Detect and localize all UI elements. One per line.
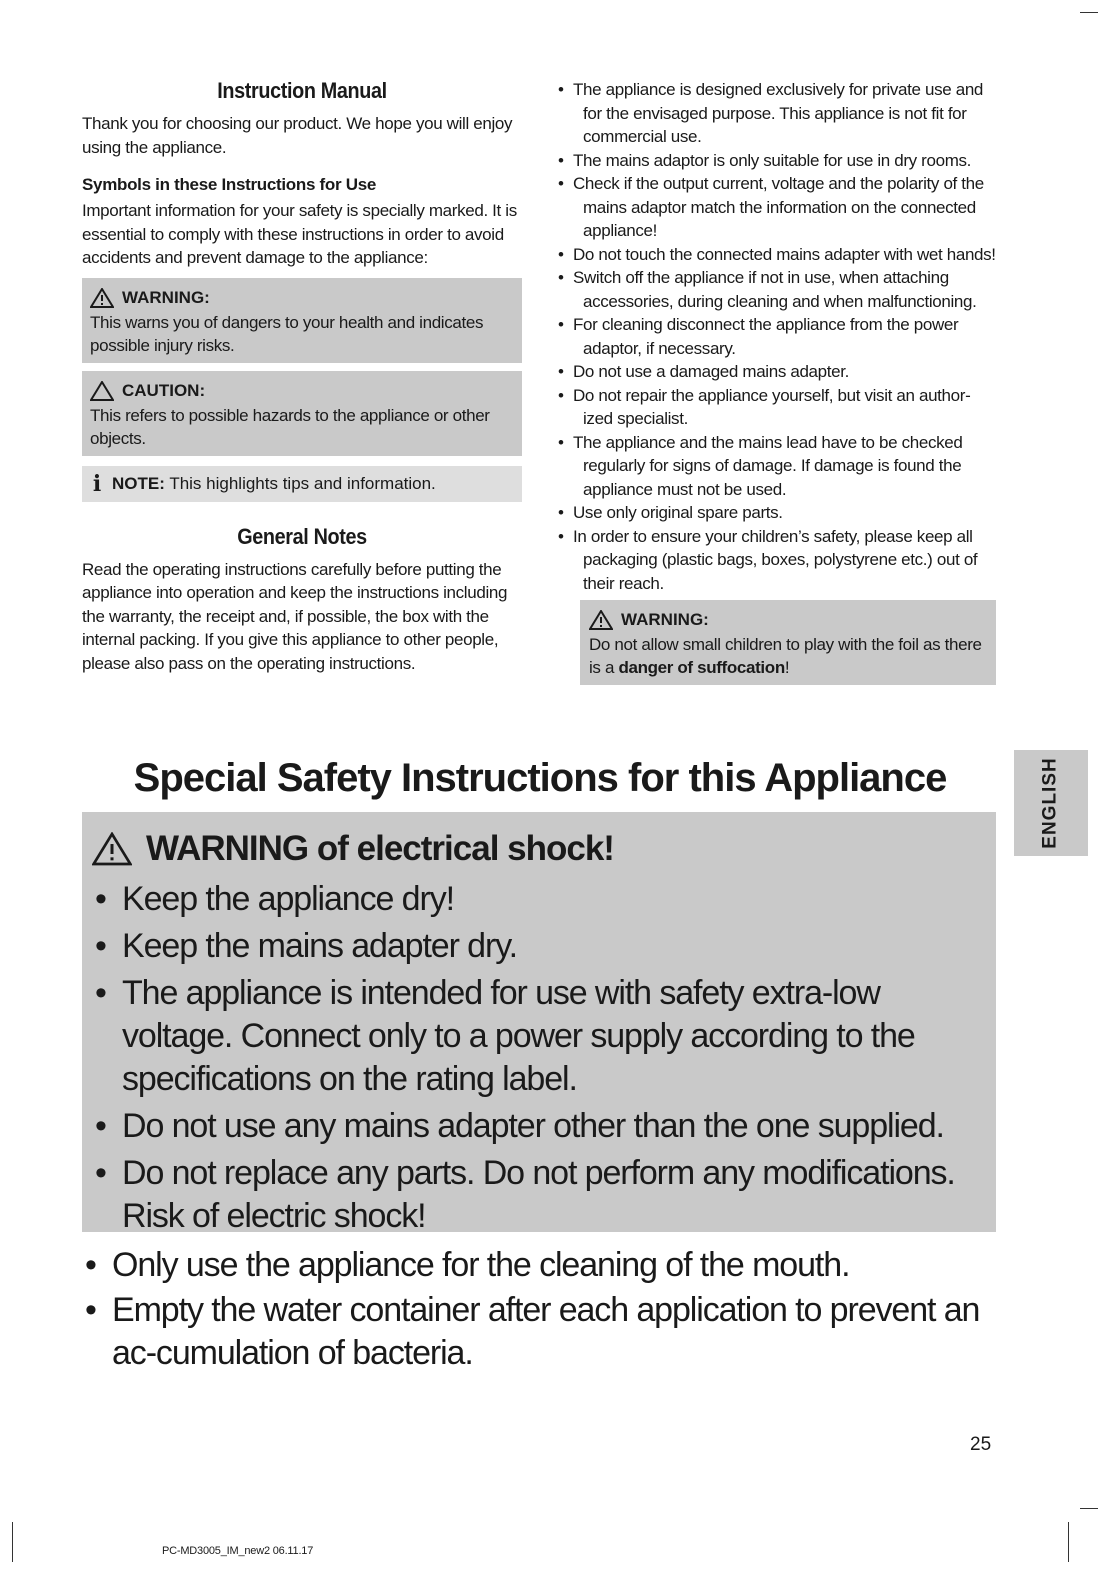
general-notes-text: Read the operating instructions carefully before putting the appliance into operation and keep the instructions including the warranty, the receipt and, if possible, the box with the internal packing. If you give this appliance to other people, please also pass on the operating instructions. — [82, 559, 508, 673]
general-notes-heading: General Notes — [237, 523, 367, 549]
danger-of-suffocation-text: danger of suffocation — [618, 658, 785, 677]
list-item: • In order to ensure your children’s safety, please keep all packaging (plastic bags, boxes, polystyrene etc.) out of their reach. — [556, 525, 996, 596]
list-item: • Switch off the appliance if not in use, when attaching accessories, during cleaning and when malfunctioning. — [556, 266, 996, 313]
footer-file-info: PC-MD3005_IM_new2 06.11.17 — [162, 1545, 314, 1557]
crop-mark-bottom-right-v — [1068, 1522, 1069, 1562]
list-item: • Keep the appliance dry! — [92, 878, 986, 921]
list-item: • Empty the water container after each application to prevent an ac-cumulation of bacteria. — [82, 1289, 996, 1375]
list-item: • The mains adaptor is only suitable for use in dry rooms. — [556, 149, 996, 173]
left-column — [82, 78, 522, 675]
crop-mark-bottom-left — [12, 1522, 13, 1562]
warning-text-end: ! — [784, 658, 790, 677]
electrical-shock-list — [92, 878, 986, 1238]
list-item: • Use only original spare parts. — [556, 501, 996, 525]
list-item: • For cleaning disconnect the appliance from the power adaptor, if necessary. — [556, 313, 996, 360]
instruction-manual-heading: Instruction Manual — [217, 78, 387, 103]
caution-box — [82, 371, 522, 456]
list-item: • Do not replace any parts. Do not perform any modifications. Risk of electric shock! — [92, 1152, 986, 1238]
language-tab-label: ENGLISH — [1040, 757, 1062, 849]
list-item: • Do not touch the connected mains adapter with wet hands! — [556, 243, 996, 267]
warning-triangle-icon — [589, 610, 613, 630]
right-column — [556, 78, 996, 685]
electrical-shock-warning-box — [82, 812, 996, 1235]
list-item: • Do not use any mains adapter other than the one supplied. — [92, 1105, 986, 1148]
page-number: 25 — [970, 1434, 992, 1455]
note-box — [82, 466, 522, 502]
crop-mark-bottom-right — [1080, 1508, 1098, 1509]
crop-mark-top-right — [1080, 12, 1098, 13]
list-item: • Do not repair the appliance yourself, but visit an author-ized specialist. — [556, 384, 996, 431]
list-item: • Keep the mains adapter dry. — [92, 925, 986, 968]
warning-text-part: Do not allow small children to play with the foil as there is a — [589, 635, 982, 677]
list-item: • Do not use a damaged mains adapter. — [556, 360, 996, 384]
caution-triangle-icon — [90, 381, 114, 401]
caution-text: This refers to possible hazards to the appliance or other objects. — [90, 405, 490, 448]
symbols-heading: Symbols in these Instructions for Use — [82, 175, 377, 194]
info-icon: i — [92, 470, 102, 497]
note-label: NOTE: — [112, 473, 165, 493]
electrical-shock-title: WARNING of electrical shock! — [146, 829, 614, 868]
warning-box — [82, 278, 522, 363]
suffocation-warning-text — [589, 633, 987, 679]
warning-triangle-icon — [90, 288, 114, 308]
warning-triangle-icon — [92, 832, 132, 866]
list-item: • Only use the appliance for the cleaning of the mouth. — [82, 1244, 996, 1287]
warning-text: This warns you of dangers to your health and indicates possible injury risks. — [90, 312, 484, 355]
list-item: • The appliance is designed exclusively for private use and for the envisaged purpose. This appliance is not fit for commercial use. — [556, 78, 996, 149]
suffocation-warning-label: WARNING: — [621, 610, 709, 629]
intro-text: Thank you for choosing our product. We hope you will enjoy using the appliance. — [82, 114, 513, 157]
language-tab — [1014, 750, 1088, 856]
caution-label: CAUTION: — [122, 380, 206, 400]
list-item: • The appliance is intended for use with safety extra-low voltage. Connect only to a power supply according to the specifications on the rating label. — [92, 972, 986, 1101]
additional-safety-list — [82, 1242, 996, 1375]
suffocation-warning-box — [580, 600, 996, 685]
warning-label: WARNING: — [122, 287, 210, 307]
list-item: • Check if the output current, voltage and the polarity of the mains adaptor match the information on the connected appliance! — [556, 172, 996, 243]
special-safety-heading: Special Safety Instructions for this Appliance — [133, 756, 947, 800]
note-text: This highlights tips and information. — [169, 473, 436, 493]
safety-bullet-list — [556, 78, 996, 595]
symbols-text: Important information for your safety is specially marked. It is essential to comply with these instructions in order to avoid accidents and prevent damage to the appliance: — [82, 201, 517, 267]
list-item: • The appliance and the mains lead have to be checked regularly for signs of damage. If damage is found the appliance must not be used. — [556, 431, 996, 502]
